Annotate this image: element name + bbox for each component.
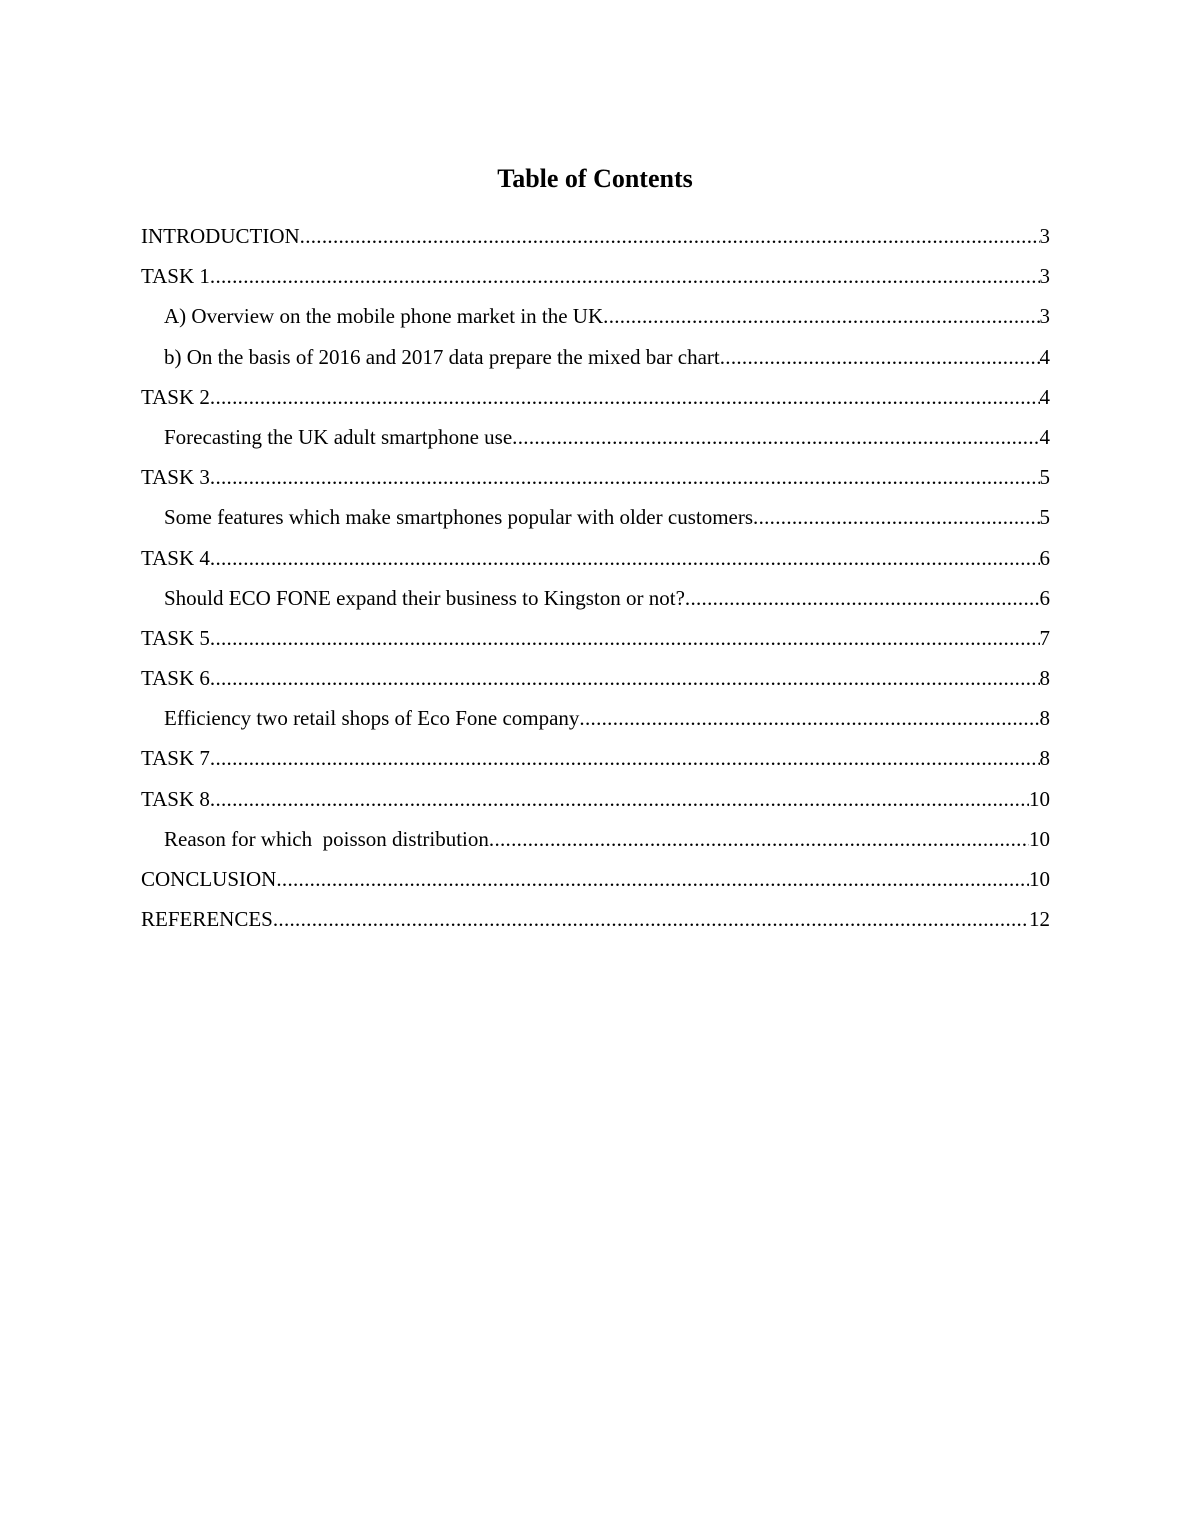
toc-entry-task-4-expand[interactable] bbox=[141, 581, 1050, 621]
toc-entry-text: CONCLUSION bbox=[141, 867, 277, 891]
toc-entry-task-1a[interactable] bbox=[141, 299, 1050, 339]
toc-entry-task-2[interactable] bbox=[141, 380, 1050, 420]
toc-page-number: 4 bbox=[1039, 384, 1050, 409]
toc-entry-text: b) On the basis of 2016 and 2017 data prepare the mixed bar chart bbox=[164, 344, 720, 369]
toc-page-number: 3 bbox=[1039, 224, 1050, 248]
toc-entry-task-3-features[interactable] bbox=[141, 500, 1050, 540]
toc-entry-text: TASK 7 bbox=[141, 746, 210, 771]
toc-dot-leader bbox=[273, 902, 1029, 936]
toc-entry-task-4[interactable] bbox=[141, 541, 1050, 581]
toc-dot-leader bbox=[210, 741, 1040, 775]
toc-entry-text: INTRODUCTION bbox=[141, 224, 300, 248]
toc-entry-text: TASK 2 bbox=[141, 384, 210, 409]
toc-dot-leader bbox=[210, 541, 1040, 575]
toc-entry-task-3[interactable] bbox=[141, 460, 1050, 500]
toc-page-number: 12 bbox=[1029, 907, 1050, 932]
toc-entry-text: Should ECO FONE expand their business to Kingston or not? bbox=[164, 585, 685, 610]
toc-entry-text: Some features which make smartphones popular with older customers bbox=[164, 505, 754, 530]
toc-page-number: 7 bbox=[1039, 625, 1050, 650]
toc-page-number: 10 bbox=[1029, 826, 1050, 851]
toc-dot-leader bbox=[210, 621, 1040, 655]
toc-entry-text: TASK 8 bbox=[141, 786, 210, 811]
toc-entry-text: TASK 6 bbox=[141, 666, 210, 691]
toc-dot-leader bbox=[720, 340, 1040, 374]
toc-dot-leader bbox=[210, 782, 1029, 816]
toc-page-number: 6 bbox=[1039, 545, 1050, 570]
toc-entry-task-7[interactable] bbox=[141, 741, 1050, 781]
toc-entry-task-5[interactable] bbox=[141, 621, 1050, 661]
toc-entry-task-1b[interactable] bbox=[141, 340, 1050, 380]
toc-page-number: 8 bbox=[1039, 666, 1050, 691]
toc-entry-task-2-forecasting[interactable] bbox=[141, 420, 1050, 460]
toc-entry-task-6[interactable] bbox=[141, 661, 1050, 701]
toc-page-number: 4 bbox=[1039, 424, 1050, 449]
toc-entry-text: TASK 1 bbox=[141, 264, 210, 289]
toc-entry-task-1[interactable] bbox=[141, 259, 1050, 299]
toc-dot-leader bbox=[579, 701, 1039, 735]
toc-entry-task-6-efficiency[interactable] bbox=[141, 701, 1050, 741]
toc-entry-task-8[interactable] bbox=[141, 782, 1050, 822]
toc-page-number: 5 bbox=[1039, 465, 1050, 490]
toc-dot-leader bbox=[210, 380, 1040, 414]
toc-dot-leader bbox=[685, 581, 1040, 615]
toc-page-number: 3 bbox=[1039, 264, 1050, 289]
toc-page-number: 5 bbox=[1039, 505, 1050, 530]
toc-entry-text: TASK 5 bbox=[141, 625, 210, 650]
toc-entry-text: A) Overview on the mobile phone market in the UK bbox=[164, 304, 604, 329]
toc-page-number: 10 bbox=[1029, 786, 1050, 811]
toc-page-number: 4 bbox=[1039, 344, 1050, 369]
toc-dot-leader bbox=[603, 299, 1039, 333]
toc-title: Table of Contents bbox=[497, 164, 693, 193]
toc-page-number: 8 bbox=[1039, 706, 1050, 731]
toc-page-number: 8 bbox=[1039, 746, 1050, 771]
toc-dot-leader bbox=[300, 219, 1040, 253]
toc-dot-leader bbox=[210, 259, 1040, 293]
toc-dot-leader bbox=[753, 500, 1039, 534]
toc-list bbox=[141, 219, 1050, 942]
toc-entry-text: TASK 3 bbox=[141, 465, 210, 490]
toc-entry-task-8-poisson[interactable] bbox=[141, 822, 1050, 862]
toc-dot-leader bbox=[210, 661, 1040, 695]
toc-entry-introduction[interactable] bbox=[141, 219, 1050, 259]
toc-entry-references[interactable] bbox=[141, 902, 1050, 942]
toc-entry-text: Forecasting the UK adult smartphone use bbox=[164, 424, 513, 449]
toc-dot-leader bbox=[210, 460, 1040, 494]
toc-page-number: 10 bbox=[1029, 867, 1050, 891]
toc-dot-leader bbox=[489, 822, 1029, 856]
toc-entry-text: REFERENCES bbox=[141, 907, 273, 932]
toc-page-number: 6 bbox=[1039, 585, 1050, 610]
toc-entry-text: TASK 4 bbox=[141, 545, 210, 570]
toc-dot-leader bbox=[276, 862, 1029, 896]
toc-page-number: 3 bbox=[1039, 304, 1050, 329]
toc-entry-text: Efficiency two retail shops of Eco Fone company bbox=[164, 706, 580, 731]
toc-entry-text: Reason for which poisson distribution bbox=[164, 826, 489, 851]
toc-entry-conclusion[interactable] bbox=[141, 862, 1050, 902]
toc-dot-leader bbox=[512, 420, 1039, 454]
